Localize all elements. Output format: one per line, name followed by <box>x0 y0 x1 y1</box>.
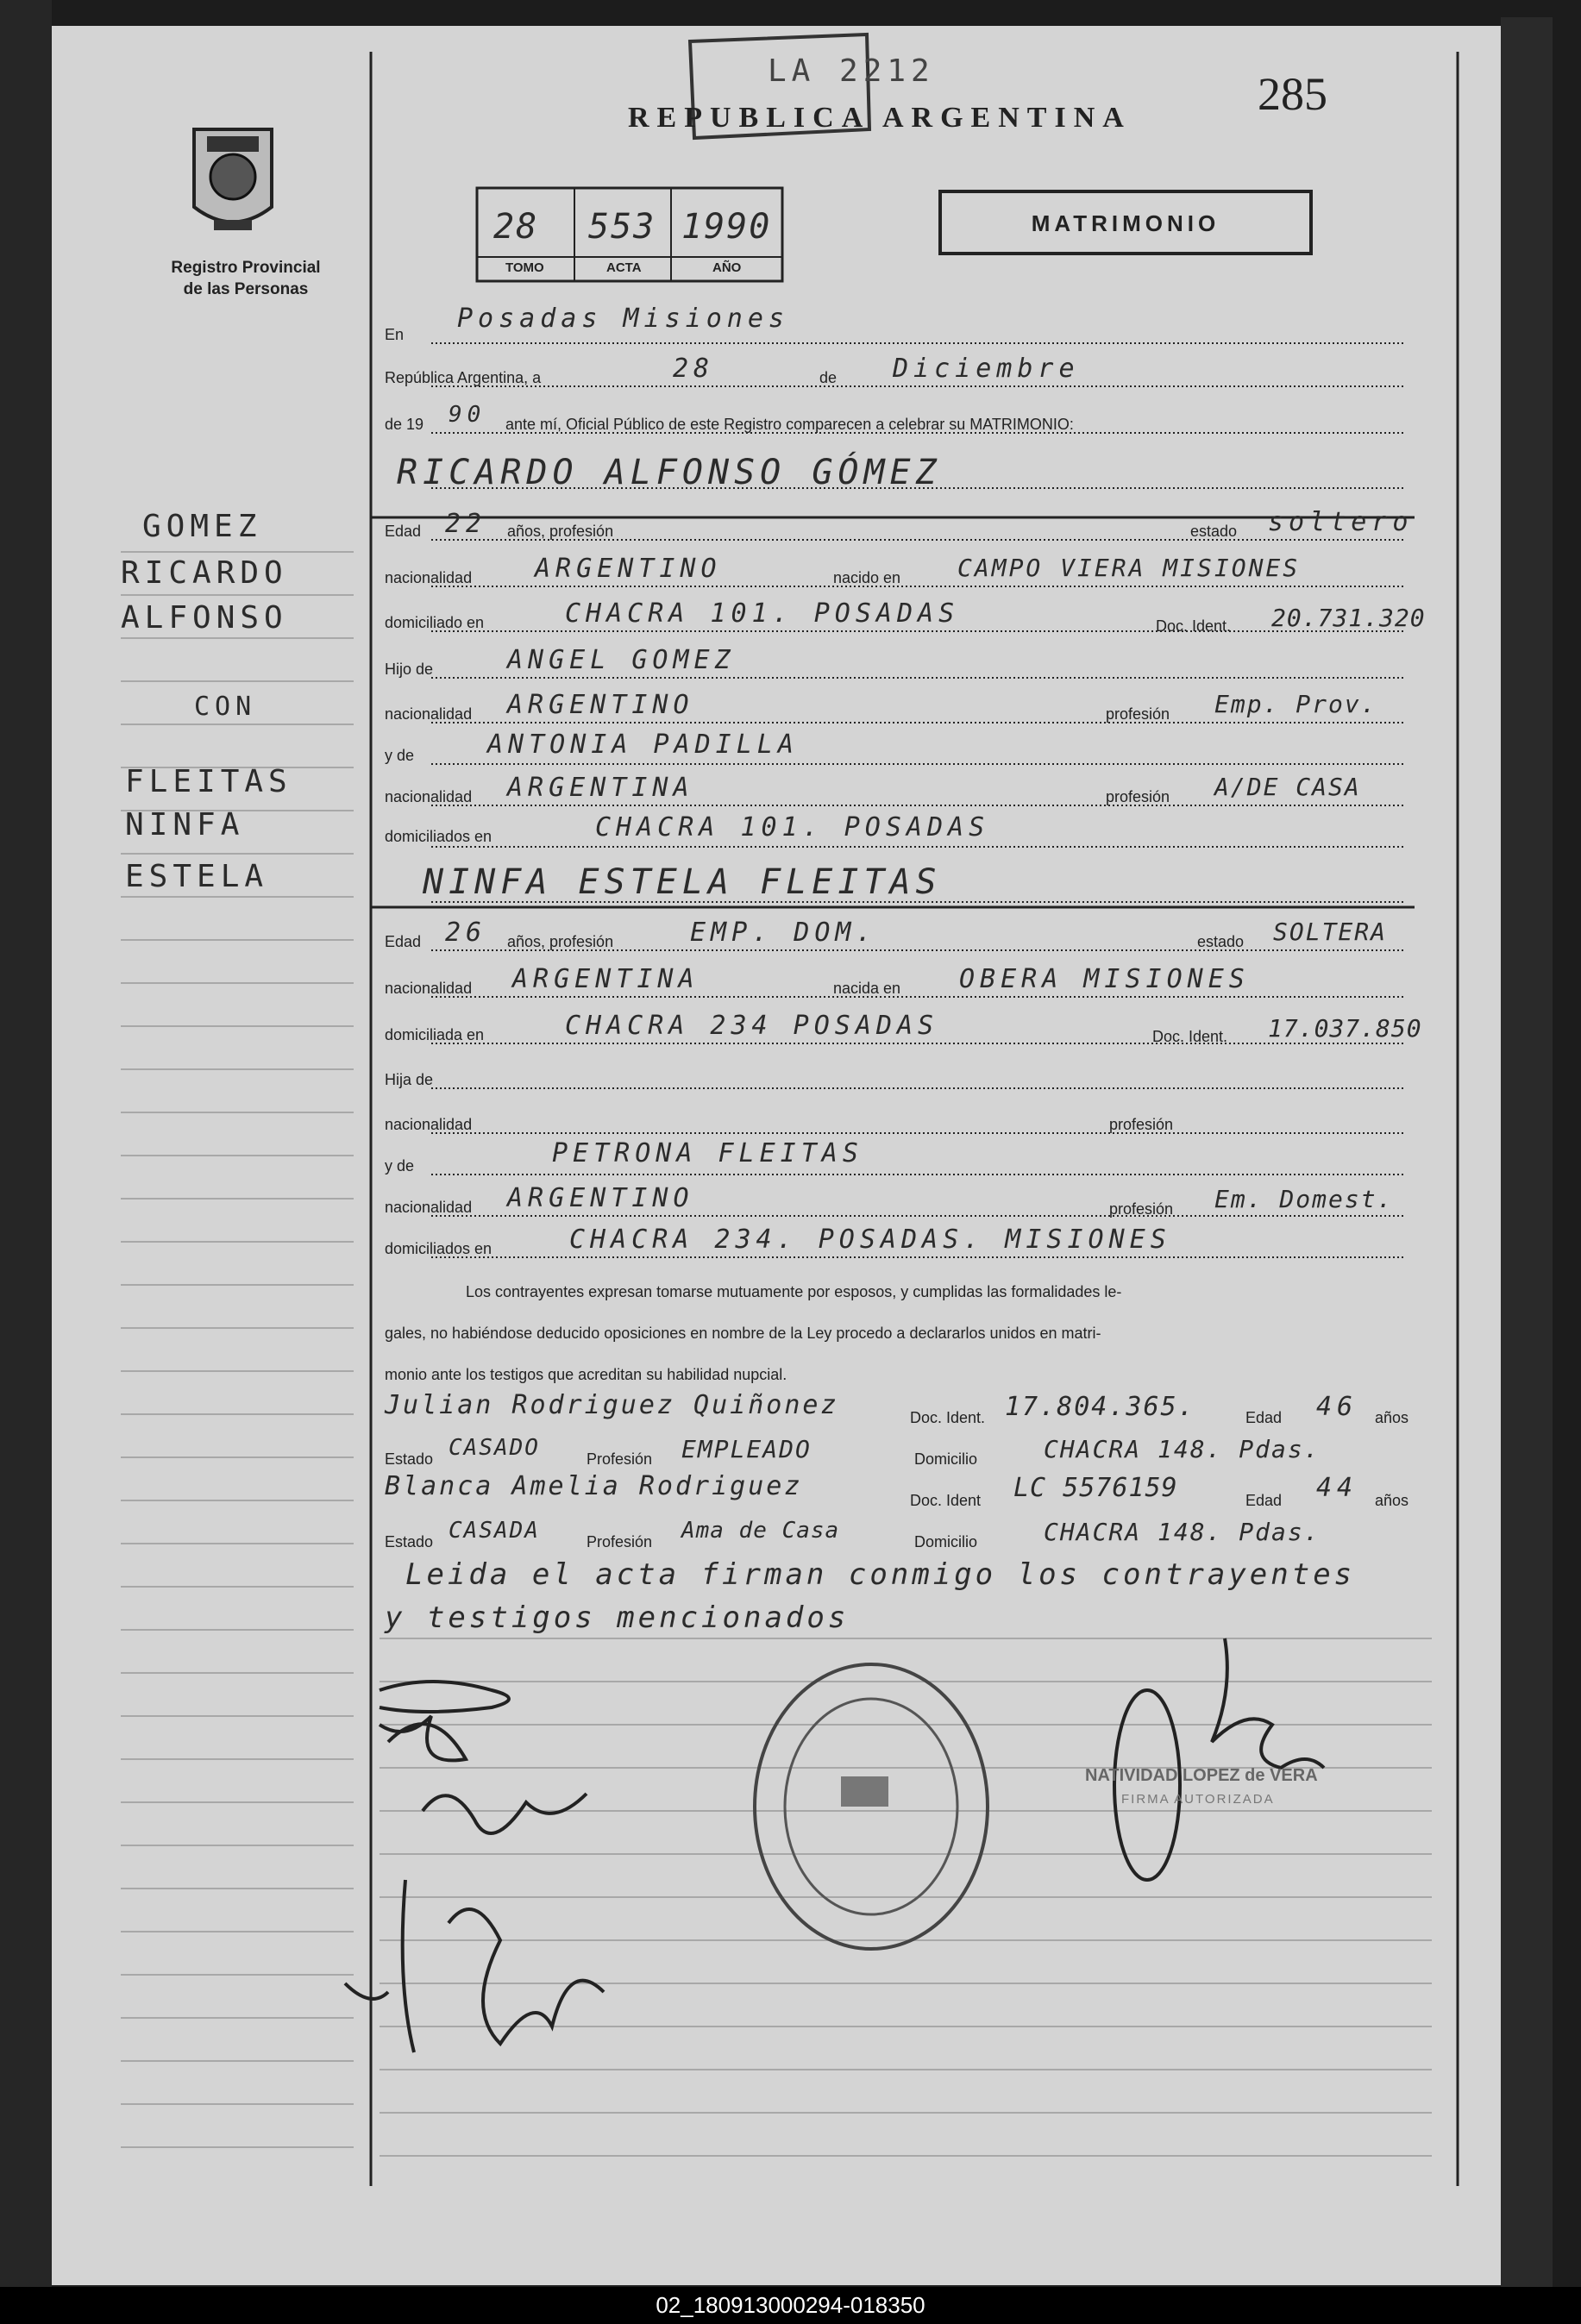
witness1-edad-label: Edad <box>1245 1409 1283 1426</box>
witness1-doc: 17.804.365. <box>1005 1392 1195 1422</box>
groom-doc-label: Doc. Ident. <box>1156 617 1232 635</box>
groom-mother-nat: ARGENTINA <box>507 773 694 803</box>
page-number: 285 <box>1258 68 1327 120</box>
binding-shadow <box>0 0 52 2324</box>
groom-age: 22 <box>445 509 487 539</box>
groom-mother-prof: A/DE CASA <box>1214 773 1361 801</box>
tomo-label: TOMO <box>505 260 544 275</box>
witness2-domicilio-label: Domicilio <box>914 1533 978 1550</box>
bride-estado: SOLTERA <box>1273 918 1388 946</box>
margin-line-5: FLEITAS <box>125 764 292 799</box>
margin-line-3: ALFONSO <box>121 600 288 636</box>
year-prefix: de 19 <box>385 416 424 433</box>
witness2-anos-label: años <box>1375 1492 1409 1509</box>
declaration-line-2: gales, no habiéndose deducido oposiciones en nombre de la Ley procedo a declararlos unidos en matri- <box>385 1325 1101 1342</box>
witness1-age: 46 <box>1316 1392 1358 1422</box>
groom-domiciliados-label: domiciliados en <box>385 828 492 845</box>
bride-mother-prof: Em. Domest. <box>1214 1185 1394 1213</box>
acta-value: 553 <box>588 207 656 247</box>
witness1-estado: CASADO <box>449 1435 540 1461</box>
bride-nacida-label: nacida en <box>833 980 901 997</box>
bride-profession: EMP. DOM. <box>690 918 877 948</box>
registry-seal-icon <box>194 129 272 230</box>
groom-father: ANGEL GOMEZ <box>507 645 736 675</box>
bride-doc: 17.037.850 <box>1268 1014 1422 1043</box>
groom-father-prof: Emp. Prov. <box>1214 690 1377 718</box>
bride-age: 26 <box>445 918 487 948</box>
margin-line-7: ESTELA <box>125 859 269 894</box>
witness1-doc-label: Doc. Ident. <box>910 1409 986 1426</box>
bride-edad-label: Edad <box>385 933 422 950</box>
de-label: de <box>819 369 838 386</box>
en-label: En <box>385 326 405 343</box>
year-suffix: 90 <box>449 402 486 428</box>
ano-label: AÑO <box>712 260 742 275</box>
groom-mother-prof-label: profesión <box>1106 788 1170 805</box>
bride-domiciliada-label: domiciliada en <box>385 1026 485 1043</box>
bride-parents-address: CHACRA 234. POSADAS. MISIONES <box>569 1225 1171 1255</box>
bride-domiciliados-label: domiciliados en <box>385 1240 492 1257</box>
groom-estado: soltero <box>1268 507 1414 537</box>
bride-mother-nat-label: nacionalidad <box>385 1199 473 1216</box>
registry-line-1: Registro Provincial <box>171 259 321 277</box>
bride-father-nat-label: nacionalidad <box>385 1116 473 1133</box>
groom-domiciliado-label: domiciliado en <box>385 614 485 631</box>
bride-mother-prof-label: profesión <box>1109 1200 1174 1218</box>
act-type-label: MATRIMONIO <box>1031 210 1220 236</box>
closing-line-1: Leida el acta firman conmigo los contrayentes <box>405 1557 1356 1592</box>
ante-text: ante mí, Oficial Público de este Registro comparecen a celebrar su MATRIMONIO: <box>505 416 1074 433</box>
bride-name: NINFA ESTELA FLEITAS <box>423 862 942 902</box>
right-edge-shadow <box>1501 17 1553 2294</box>
margin-line-2: RICARDO <box>121 555 288 591</box>
registry-name <box>138 257 354 300</box>
witness1-address: CHACRA 148. Pdas. <box>1044 1435 1321 1463</box>
groom-mother-nat-label: nacionalidad <box>385 788 473 805</box>
groom-father-nat: ARGENTINO <box>507 690 694 720</box>
witness2-age: 44 <box>1316 1473 1358 1503</box>
witness2-edad-label: Edad <box>1245 1492 1283 1509</box>
closing-line-2: y testigos mencionados <box>385 1600 850 1635</box>
bride-mother-nat: ARGENTINO <box>507 1183 694 1213</box>
witness2-doc-label: Doc. Ident <box>910 1492 982 1509</box>
bride-nacionalidad-label: nacionalidad <box>385 980 473 997</box>
groom-father-prof-label: profesión <box>1106 705 1170 723</box>
bride-anos-profesion-label: años, profesión <box>507 933 614 950</box>
groom-edad-label: Edad <box>385 523 422 540</box>
bride-mother: PETRONA FLEITAS <box>552 1138 863 1168</box>
place-value: Posadas Misiones <box>457 304 789 334</box>
ano-value: 1990 <box>681 207 772 247</box>
official-stamp-role: FIRMA AUTORIZADA <box>1121 1792 1275 1807</box>
groom-parents-address: CHACRA 101. POSADAS <box>595 812 990 843</box>
footer-id: 02_180913000294-018350 <box>656 2292 925 2318</box>
witness1-name: Julian Rodriguez Quiñonez <box>385 1390 839 1420</box>
groom-mother: ANTONIA PADILLA <box>487 730 799 760</box>
groom-address: CHACRA 101. POSADAS <box>565 598 960 629</box>
groom-hijo-label: Hijo de <box>385 661 434 678</box>
groom-estado-label: estado <box>1190 523 1238 540</box>
groom-yde-label: y de <box>385 747 415 764</box>
groom-father-nat-label: nacionalidad <box>385 705 473 723</box>
groom-doc: 20.731.320 <box>1271 604 1426 632</box>
groom-nacionalidad-label: nacionalidad <box>385 569 473 586</box>
bride-father-prof-label: profesión <box>1109 1116 1174 1133</box>
bride-hija-label: Hija de <box>385 1071 434 1088</box>
stamp-top-text: LA 2212 <box>768 53 935 89</box>
witness2-name: Blanca Amelia Rodriguez <box>385 1471 803 1501</box>
witness2-profesion-label: Profesión <box>587 1533 653 1550</box>
witness1-anos-label: años <box>1375 1409 1409 1426</box>
tomo-value: 28 <box>493 207 539 247</box>
groom-anos-profesion-label: años, profesión <box>507 523 614 540</box>
witness1-profession: EMPLEADO <box>681 1435 812 1463</box>
declaration-line-1: Los contrayentes expresan tomarse mutuamente por esposos, y cumplidas las formalidades le- <box>466 1283 1122 1300</box>
month-value: Diciembre <box>893 354 1080 384</box>
groom-birthplace: CAMPO VIERA MISIONES <box>957 554 1301 582</box>
declaration-line-3: monio ante los testigos que acreditan su habilidad nupcial. <box>385 1366 787 1383</box>
country-title: REPUBLICA ARGENTINA <box>628 102 1132 134</box>
acta-label: ACTA <box>606 260 642 275</box>
witness1-domicilio-label: Domicilio <box>914 1450 978 1468</box>
groom-name: RICARDO ALFONSO GÓMEZ <box>397 453 942 492</box>
bride-birthplace: OBERA MISIONES <box>959 964 1250 994</box>
witness2-profession: Ama de Casa <box>681 1518 840 1544</box>
bride-nationality: ARGENTINA <box>512 964 700 994</box>
margin-line-1: GOMEZ <box>142 509 262 544</box>
official-stamp-name: NATIVIDAD LOPEZ de VERA <box>1085 1766 1318 1785</box>
groom-nationality: ARGENTINO <box>535 554 722 584</box>
bride-estado-label: estado <box>1197 933 1245 950</box>
witness2-estado: CASADA <box>449 1518 540 1544</box>
witness2-estado-label: Estado <box>385 1533 434 1550</box>
witness1-profesion-label: Profesión <box>587 1450 653 1468</box>
witness2-address: CHACRA 148. Pdas. <box>1044 1518 1321 1546</box>
republica-label: República Argentina, a <box>385 369 542 386</box>
groom-nacido-label: nacido en <box>833 569 901 586</box>
day-value: 28 <box>673 354 715 384</box>
witness2-doc: LC 5576159 <box>1013 1473 1178 1503</box>
bride-yde-label: y de <box>385 1157 415 1175</box>
margin-line-6: NINFA <box>125 807 245 843</box>
bride-address: CHACRA 234 POSADAS <box>565 1011 939 1041</box>
registry-line-2: de las Personas <box>183 280 309 298</box>
bride-doc-label: Doc. Ident. <box>1152 1028 1228 1045</box>
margin-line-4: CON <box>194 692 257 722</box>
witness1-estado-label: Estado <box>385 1450 434 1468</box>
